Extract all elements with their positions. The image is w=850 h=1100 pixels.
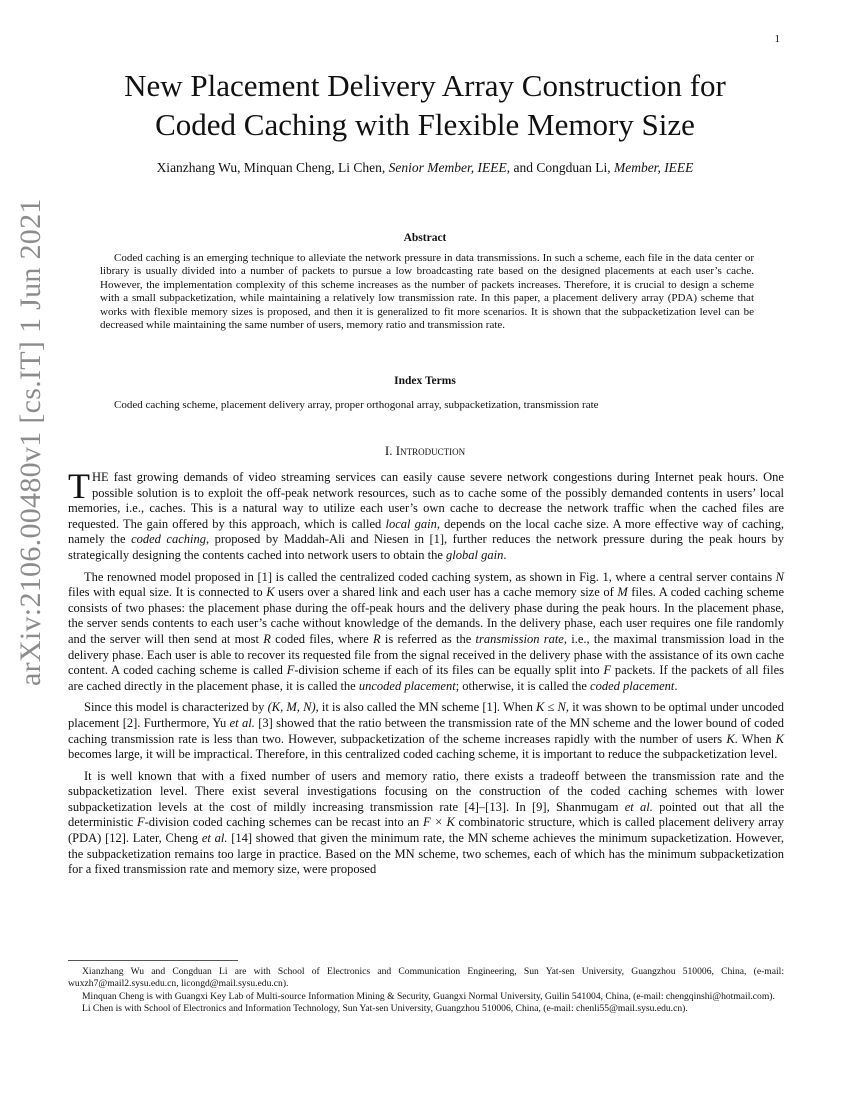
para-text: . — [674, 678, 678, 693]
author-list — [60, 160, 790, 176]
author-names: Xianzhang Wu, Minquan Cheng, Li Chen, — [156, 160, 389, 175]
math-symbol: K — [266, 585, 275, 600]
para-text: becomes large, it will be impractical. Therefore, in this centralized coded caching scheme, it is important to reduce the subpacketization level. — [68, 747, 778, 762]
math-symbol: R — [263, 631, 271, 646]
page-number: 1 — [774, 33, 780, 45]
math-symbol: F — [136, 815, 145, 830]
emphasis: et al. — [624, 799, 653, 814]
section-title: Introduction — [395, 443, 466, 458]
math-symbol: F × K — [423, 815, 455, 830]
section-number: I. — [384, 443, 396, 458]
math-symbol: K — [775, 731, 785, 746]
para-text: [14] showed that given the minimum rate, the MN scheme achieves the minimum supacketization. However, the subpacketization remains too large in practice. Based on the MN scheme, two schemes, each of which has the minimum subpacketization for a fixed transmission rate and memory size, were proposed — [68, 831, 785, 877]
emphasis: uncoded placement — [358, 678, 456, 693]
math-symbol: K ≤ N — [536, 700, 566, 715]
para-text: ; otherwise, it is called the — [455, 678, 591, 693]
para-text: coded files, where — [270, 631, 373, 646]
index-terms-text: Coded caching scheme, placement delivery array, proper orthogonal array, subpacketization, transmission rate — [114, 399, 599, 411]
paragraph-3 — [68, 700, 784, 762]
emphasis: local gain — [385, 516, 437, 531]
paragraph-4 — [68, 769, 784, 878]
paper-title — [60, 66, 790, 144]
abstract-text: Coded caching is an emerging technique to alleviate the network pressure in data transmissions. In such a scheme, each file in the data center or library is usually divided into a number of packets to pursue a low broadcasting rate based on the designed placements at each user’s cache. However, the implementation complexity of this scheme increases as the number of packets increases. Therefore, it is crucial to design a scheme with a small subpacketization, while maintaining a relatively low transmission rate. In this paper, a placement delivery array (PDA) scheme that works with flexible memory sizes is proposed, and then it is generalized to fit more scenarios. It is shown that the subpacketization level can be decreased while maintaining the same number of users, memory ratio and transmission rate. — [100, 252, 754, 332]
author-title-chen: Senior Member, IEEE — [388, 160, 507, 175]
footnote-divider — [68, 960, 238, 961]
para-text: , depends on the local cache size. A more effective way of caching, namely the — [68, 516, 785, 547]
para-text: users over a shared link and each user has a cache memory size of — [274, 585, 618, 600]
emphasis: et al. — [229, 715, 255, 730]
para-text: -division scheme if each of its files can be equally split into — [294, 663, 604, 678]
para-text: [3] showed that the ratio between the transmission rate of the MN scheme and the lower bound of coded caching transmission rate is less than two. However, subpacketization of the scheme increases rapidly with the number of users — [68, 715, 784, 746]
emphasis: transmission rate — [475, 631, 564, 646]
emphasis: coded caching — [131, 532, 206, 547]
para-text: , proposed by Maddah-Ali and Niesen in [1], further reduces the network pressure during the peak hours by strategically designing the contents cached into network users to obtain the — [68, 532, 784, 562]
para-text: combinatoric structure, which is called placement delivery array (PDA) [12]. Later, Cheng — [68, 815, 784, 846]
introduction-body — [68, 466, 785, 884]
arxiv-identifier: arXiv:2106.00480v1 [cs.IT] 1 Jun 2021 — [14, 198, 47, 686]
para-text: packets. If the packets of all files are cached directly in the placement phase, it is called the — [68, 663, 784, 693]
para-text: It is well known that with a fixed number of users and memory ratio, there exists a tradeoff between the transmission rate and the subpacketization level. There exist several investigations focusing on the construction of the coded caching schemes with lower subpacketization levels at the cost of mildly increasing transmission rate [4]–[13]. In [9], Shanmugam — [68, 768, 784, 814]
section-heading-introduction — [60, 443, 790, 459]
math-symbol: R — [372, 631, 381, 646]
para-text: . — [503, 547, 507, 562]
math-symbol: K — [726, 731, 735, 746]
para-text: HE fast growing demands of video streaming services can easily cause severe network congestions during Internet peak hours. One possible solution is to exploit the off-peak network resources, such as to cache some of the possibly demanded contents in users’ local memories, i.e., caches. This is a natural way to utilize each user’s own cache to decrease the network traffic when the cached files are requested. The gain offered by this approach, which is called — [68, 470, 784, 531]
paragraph-2 — [68, 570, 784, 695]
title-line-1: New Placement Delivery Array Construction for — [124, 68, 726, 103]
author-and: , and Congduan Li, — [506, 160, 614, 175]
index-terms-heading: Index Terms — [394, 375, 456, 387]
para-text: -division coded caching schemes can be recast into an — [144, 815, 423, 830]
abstract-heading: Abstract — [403, 232, 447, 244]
math-symbol: M — [617, 585, 628, 600]
title-line-2: Coded Caching with Flexible Memory Size — [155, 107, 695, 142]
author-title-li: Member, IEEE — [613, 160, 694, 175]
math-symbol: (K, M, N) — [267, 700, 316, 715]
para-text: files with equal size. It is connected to — [68, 585, 267, 600]
emphasis: et al. — [201, 831, 228, 846]
para-text: . When — [734, 731, 776, 746]
para-text: Since this model is characterized by — [84, 700, 268, 715]
para-text: pointed out that all the deterministic — [68, 799, 785, 830]
paragraph-1 — [68, 466, 785, 564]
footnote-1: Xianzhang Wu and Congduan Li are with School of Electronics and Communication Engineering, Sun Yat-sen University, Guangzhou 510006, China, (e-mail: wuxzh7@mail2.sysu.edu.cn, licongd@mail.sysu.edu.cn). — [68, 966, 784, 989]
math-symbol: N — [775, 569, 784, 584]
para-text: , i.e., the maximal transmission load in the delivery phase. Each user is able to recover its requested file from the signal received in the delivery phase with the assistance of its own cache content. A coded caching scheme is called — [68, 631, 784, 678]
emphasis: global gain — [446, 547, 504, 562]
math-symbol: F — [603, 663, 612, 678]
para-text: files. A coded caching scheme consists of two phases: the placement phase during the off-peak hours and the delivery phase during the peak hours. In the placement phase, the server sends contents to each user’s cache without knowledge of the demands. In the delivery phase, each user requires one file randomly and the server will then send at most — [68, 585, 784, 646]
para-text: , it is also called the MN scheme [1]. When — [315, 700, 536, 715]
math-symbol: F — [286, 663, 295, 678]
para-text: The renowned model proposed in [1] is called the centralized coded caching system, as shown in Fig. 1, where a central server contains — [84, 569, 776, 584]
para-text: is referred as the — [380, 631, 476, 646]
footnotes — [68, 966, 784, 1016]
emphasis: coded placement — [590, 678, 675, 693]
drop-cap: T — [68, 466, 90, 506]
footnote-2: Minquan Cheng is with Guangxi Key Lab of Multi-source Information Mining & Security, Guangxi Normal University, Guilin 541004, China, (e-mail: chengqinshi@hotmail.com). — [82, 990, 775, 1002]
footnote-3: Li Chen is with School of Electronics and Information Technology, Sun Yat-sen University, Guangzhou 510006, China, (e-mail: chenli55@mail.sysu.edu.cn). — [82, 1003, 688, 1015]
para-text: , it was shown to be optimal under uncoded placement [2]. Furthermore, Yu — [68, 700, 784, 730]
